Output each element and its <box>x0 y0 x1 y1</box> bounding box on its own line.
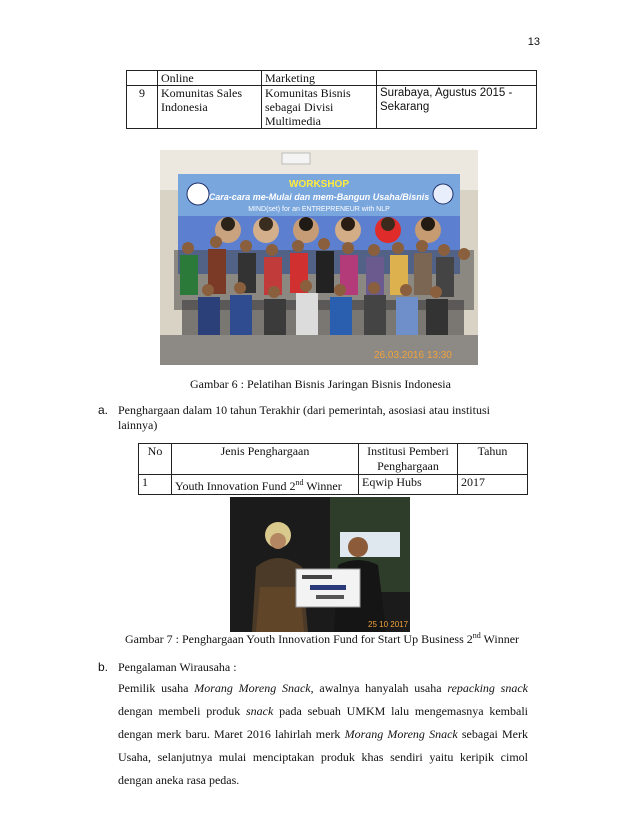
award-superscript: nd <box>295 478 304 487</box>
figure7-caption-tail: Winner <box>480 632 520 646</box>
cell-period <box>377 71 537 86</box>
cell-position: Komunitas Bisnis sebagai Divisi Multimedia <box>262 86 377 129</box>
award-photo-timestamp: 25 10 2017 <box>368 620 409 629</box>
header-year: Tahun <box>458 444 528 475</box>
italic-term: snack <box>246 704 274 718</box>
award-tail: Winner <box>303 479 342 493</box>
cell-award <box>172 475 359 495</box>
list-marker-b: b. <box>98 660 109 674</box>
table-header-row <box>139 444 528 475</box>
brand-name: Morang Moreng Snack <box>344 727 458 741</box>
cell-name: Komunitas Sales Indonesia <box>158 86 262 129</box>
cell-no: 9 <box>127 86 158 129</box>
paragraph-text: Pemilik usaha <box>118 681 195 695</box>
cell-no: 1 <box>139 475 172 495</box>
award-photo <box>230 497 410 632</box>
table-row <box>139 475 528 495</box>
banner-tagline: MIND(set) for an ENTREPRENEUR with NLP <box>248 206 390 213</box>
paragraph-text: pada sebuah UMKM lalu mengemasnya kembali dengan merk baru. Maret 2016 lahirlah merk <box>118 704 529 741</box>
table-row <box>127 86 537 129</box>
cell-period: Surabaya, Agustus 2015 - Sekarang <box>377 86 537 129</box>
award-text: Youth Innovation Fund 2 <box>175 479 296 493</box>
italic-term: repacking snack <box>447 681 528 695</box>
list-marker-a: a. <box>98 403 109 417</box>
award-photo-illustration <box>230 497 410 632</box>
award-table <box>138 443 528 495</box>
brand-name: Morang Moreng Snack <box>194 681 311 695</box>
table-row <box>127 71 537 86</box>
workshop-photo <box>160 150 478 365</box>
header-institution: Institusi Pemberi Penghargaan <box>359 444 458 475</box>
banner-title: WORKSHOP <box>289 179 349 190</box>
cell-no <box>127 71 158 86</box>
figure7-caption-superscript: nd <box>472 631 481 640</box>
paragraph-text: , awalnya hanyalah usaha <box>310 681 448 695</box>
page-number: 13 <box>527 36 540 48</box>
organization-table <box>126 70 537 129</box>
section-b-heading: Pengalaman Wirausaha : <box>118 660 237 674</box>
cell-year: 2017 <box>458 475 528 495</box>
cell-institution: Eqwip Hubs <box>359 475 458 495</box>
banner-subtitle: Cara-cara me-Mulai dan mem-Bangun Usaha/Bisnis <box>208 192 430 202</box>
cell-name: Online <box>158 71 262 86</box>
figure7-caption <box>125 631 519 647</box>
photo-timestamp: 26.03.2016 13:30 <box>374 350 452 361</box>
paragraph-text: dengan membeli produk <box>118 704 247 718</box>
header-no: No <box>139 444 172 475</box>
header-award: Jenis Penghargaan <box>172 444 359 475</box>
figure6-caption: Gambar 6 : Pelatihan Bisnis Jaringan Bisnis Indonesia <box>190 377 451 391</box>
cell-position: Marketing <box>262 71 377 86</box>
paragraph-text: sebagai Merk Usaha, selanjutnya mulai menciptakan produk khas sendiri yaitu keripik cimol dengan aneka rasa pedas. <box>118 727 528 787</box>
entrepreneur-paragraph <box>118 677 528 792</box>
section-a-text: Penghargaan dalam 10 tahun Terakhir (dari pemerintah, asosiasi atau institusi lainnya) <box>118 403 490 432</box>
figure7-caption-text: Gambar 7 : Penghargaan Youth Innovation Fund for Start Up Business 2 <box>125 632 473 646</box>
workshop-photo-illustration <box>160 150 478 365</box>
